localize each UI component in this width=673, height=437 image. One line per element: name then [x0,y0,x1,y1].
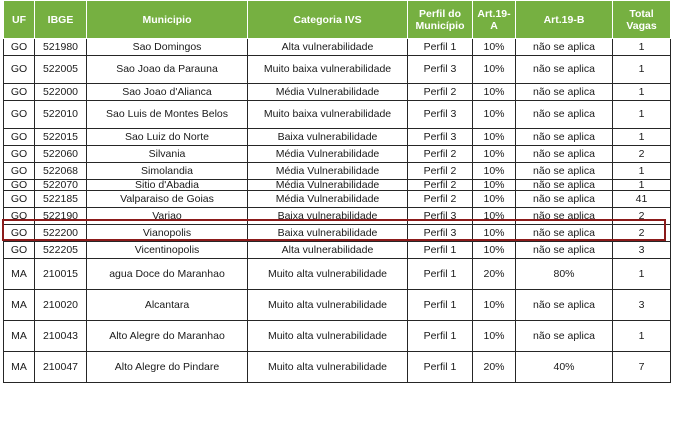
cell-art19b: 80% [516,259,613,290]
cell-categoria: Alta vulnerabilidade [248,242,408,259]
cell-art19a: 10% [473,101,516,129]
cell-total-vagas: 1 [613,163,671,180]
table-row [4,242,671,259]
cell-uf: GO [4,180,35,191]
cell-perfil: Perfil 2 [408,146,473,163]
cell-municipio: Vianopolis [87,225,248,242]
cell-categoria: Média Vulnerabilidade [248,84,408,101]
header-uf: UF [4,1,35,39]
cell-categoria: Baixa vulnerabilidade [248,225,408,242]
table-row-highlighted [4,191,671,208]
cell-art19b: não se aplica [516,146,613,163]
cell-ibge: 210020 [35,290,87,321]
cell-art19a: 10% [473,321,516,352]
cell-perfil: Perfil 3 [408,56,473,84]
cell-uf: GO [4,39,35,56]
table-row [4,101,671,129]
header-municipio: Municipio [87,1,248,39]
cell-uf: GO [4,191,35,208]
cell-art19a: 20% [473,259,516,290]
cell-municipio: Simolandia [87,163,248,180]
table-body [4,39,671,383]
table-row [4,180,671,191]
cell-perfil: Perfil 1 [408,259,473,290]
cell-total-vagas: 2 [613,225,671,242]
cell-total-vagas: 7 [613,352,671,383]
cell-ibge: 522190 [35,208,87,225]
table-row [4,39,671,56]
cell-art19a: 10% [473,242,516,259]
cell-municipio: Valparaiso de Goias [87,191,248,208]
cell-ibge: 210043 [35,321,87,352]
cell-perfil: Perfil 2 [408,191,473,208]
cell-categoria: Baixa vulnerabilidade [248,208,408,225]
cell-art19a: 10% [473,180,516,191]
cell-art19b: não se aplica [516,208,613,225]
header-perfil: Perfil do Município [408,1,473,39]
cell-uf: GO [4,84,35,101]
cell-municipio: agua Doce do Maranhao [87,259,248,290]
header-art19b: Art.19-B [516,1,613,39]
cell-perfil: Perfil 1 [408,39,473,56]
cell-total-vagas: 1 [613,180,671,191]
cell-uf: GO [4,163,35,180]
cell-municipio: Silvania [87,146,248,163]
cell-municipio: Sitio d'Abadia [87,180,248,191]
cell-categoria: Muito alta vulnerabilidade [248,259,408,290]
cell-art19a: 10% [473,208,516,225]
cell-ibge: 522205 [35,242,87,259]
header-categoria-ivs: Categoria IVS [248,1,408,39]
cell-art19a: 10% [473,163,516,180]
cell-uf: MA [4,290,35,321]
cell-ibge: 210015 [35,259,87,290]
cell-uf: GO [4,225,35,242]
cell-total-vagas: 1 [613,56,671,84]
cell-uf: GO [4,208,35,225]
cell-total-vagas: 2 [613,146,671,163]
cell-art19b: não se aplica [516,180,613,191]
cell-ibge: 522068 [35,163,87,180]
cell-art19a: 10% [473,146,516,163]
cell-categoria: Muito alta vulnerabilidade [248,321,408,352]
cell-uf: GO [4,101,35,129]
table-row [4,208,671,225]
cell-categoria: Média Vulnerabilidade [248,180,408,191]
table-row [4,56,671,84]
cell-categoria: Baixa vulnerabilidade [248,129,408,146]
header-ibge: IBGE [35,1,87,39]
cell-total-vagas: 1 [613,129,671,146]
cell-municipio: Sao Domingos [87,39,248,56]
cell-municipio: Sao Luiz do Norte [87,129,248,146]
municipality-table [3,0,671,383]
cell-art19a: 10% [473,290,516,321]
cell-uf: GO [4,129,35,146]
cell-art19b: não se aplica [516,56,613,84]
cell-categoria: Muito baixa vulnerabilidade [248,101,408,129]
cell-total-vagas: 3 [613,242,671,259]
cell-art19b: 40% [516,352,613,383]
table-row [4,225,671,242]
cell-municipio: Sao Joao da Parauna [87,56,248,84]
cell-art19b: não se aplica [516,191,613,208]
cell-perfil: Perfil 2 [408,163,473,180]
cell-uf: MA [4,352,35,383]
cell-art19b: não se aplica [516,163,613,180]
cell-total-vagas: 1 [613,39,671,56]
cell-ibge: 522185 [35,191,87,208]
cell-uf: GO [4,242,35,259]
cell-municipio: Alcantara [87,290,248,321]
table-row [4,84,671,101]
cell-municipio: Sao Luis de Montes Belos [87,101,248,129]
table-row [4,146,671,163]
cell-ibge: 522060 [35,146,87,163]
cell-categoria: Muito alta vulnerabilidade [248,290,408,321]
cell-municipio: Vicentinopolis [87,242,248,259]
cell-art19b: não se aplica [516,290,613,321]
cell-uf: MA [4,321,35,352]
cell-art19a: 10% [473,84,516,101]
cell-total-vagas: 1 [613,84,671,101]
table-row [4,163,671,180]
header-row [4,1,671,39]
cell-ibge: 522015 [35,129,87,146]
cell-uf: GO [4,146,35,163]
cell-total-vagas: 2 [613,208,671,225]
cell-art19b: não se aplica [516,101,613,129]
cell-categoria: Média Vulnerabilidade [248,191,408,208]
cell-total-vagas: 1 [613,259,671,290]
cell-categoria: Muito alta vulnerabilidade [248,352,408,383]
cell-perfil: Perfil 3 [408,129,473,146]
cell-categoria: Alta vulnerabilidade [248,39,408,56]
cell-ibge: 522070 [35,180,87,191]
cell-perfil: Perfil 1 [408,242,473,259]
cell-ibge: 522200 [35,225,87,242]
cell-ibge: 522010 [35,101,87,129]
cell-perfil: Perfil 2 [408,180,473,191]
cell-categoria: Média Vulnerabilidade [248,163,408,180]
cell-art19b: não se aplica [516,321,613,352]
table-row [4,129,671,146]
cell-total-vagas: 41 [613,191,671,208]
cell-total-vagas: 1 [613,321,671,352]
cell-municipio: Sao Joao d'Alianca [87,84,248,101]
cell-perfil: Perfil 3 [408,208,473,225]
header-art19a: Art.19-A [473,1,516,39]
cell-perfil: Perfil 3 [408,101,473,129]
cell-perfil: Perfil 1 [408,352,473,383]
cell-art19a: 10% [473,191,516,208]
cell-perfil: Perfil 1 [408,290,473,321]
cell-ibge: 521980 [35,39,87,56]
cell-art19a: 20% [473,352,516,383]
cell-categoria: Muito baixa vulnerabilidade [248,56,408,84]
cell-uf: MA [4,259,35,290]
table-row [4,259,671,290]
cell-ibge: 522005 [35,56,87,84]
cell-art19a: 10% [473,56,516,84]
cell-art19a: 10% [473,39,516,56]
cell-municipio: Alto Alegre do Maranhao [87,321,248,352]
cell-art19b: não se aplica [516,84,613,101]
cell-art19a: 10% [473,129,516,146]
table-row [4,290,671,321]
cell-art19b: não se aplica [516,242,613,259]
cell-art19b: não se aplica [516,39,613,56]
cell-municipio: Alto Alegre do Pindare [87,352,248,383]
cell-art19b: não se aplica [516,225,613,242]
header-total-vagas: Total Vagas [613,1,671,39]
cell-uf: GO [4,56,35,84]
cell-ibge: 210047 [35,352,87,383]
cell-perfil: Perfil 1 [408,321,473,352]
cell-ibge: 522000 [35,84,87,101]
cell-perfil: Perfil 2 [408,84,473,101]
cell-municipio: Varjao [87,208,248,225]
cell-art19a: 10% [473,225,516,242]
cell-total-vagas: 1 [613,101,671,129]
cell-art19b: não se aplica [516,129,613,146]
table-row [4,352,671,383]
table-row [4,321,671,352]
cell-categoria: Média Vulnerabilidade [248,146,408,163]
cell-perfil: Perfil 3 [408,225,473,242]
cell-total-vagas: 3 [613,290,671,321]
